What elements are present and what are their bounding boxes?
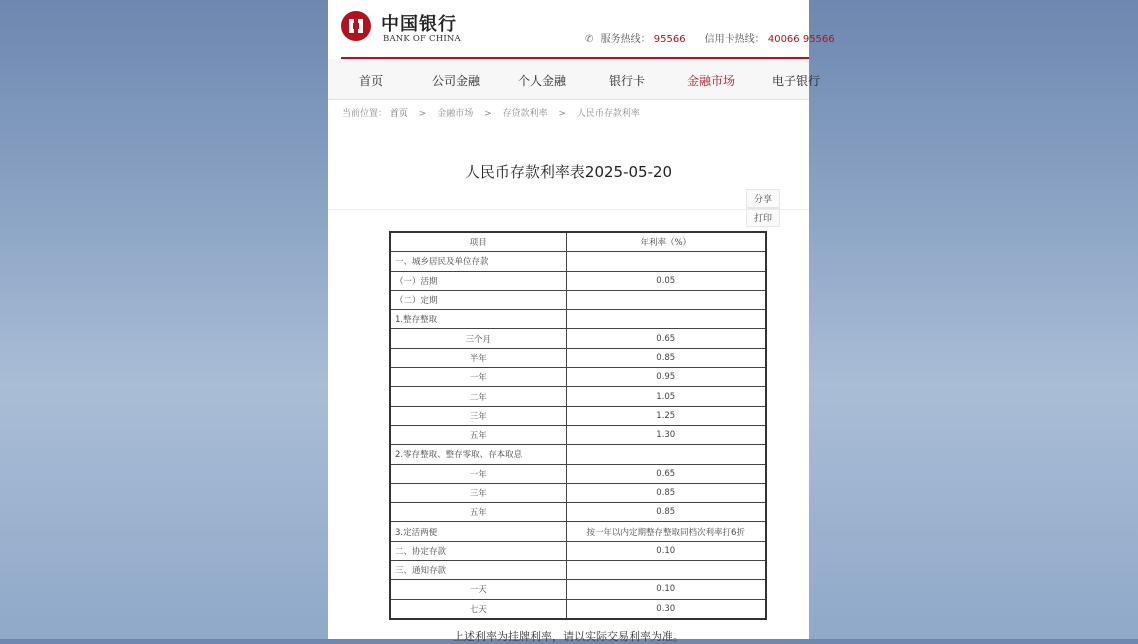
logo-chinese-name[interactable]: 中国银行 (381, 14, 457, 35)
row-item: 五年 (390, 425, 566, 444)
table-row (390, 387, 766, 406)
row-rate: 1.25 (566, 406, 766, 425)
column-header-item: 项目 (390, 232, 566, 252)
column-header-rate: 年利率（%） (566, 232, 766, 252)
row-item: 一年 (390, 368, 566, 387)
table-row (390, 329, 766, 348)
credit-card-hotline-number: 40066 95566 (767, 34, 835, 45)
row-item: 半年 (390, 348, 566, 367)
webpage (328, 0, 835, 643)
chevron-right-icon: > (418, 109, 427, 119)
row-item: （一）活期 (390, 271, 566, 290)
row-item: 一天 (390, 580, 566, 599)
share-button[interactable]: 分享 (746, 189, 780, 208)
row-rate: 1.05 (566, 387, 766, 406)
row-item: 2.零存整取、整存零取、存本取息 (390, 445, 566, 464)
row-item: 1.整存整取 (390, 310, 566, 329)
table-row (390, 580, 766, 599)
deposit-rate-table (389, 231, 767, 620)
nav-item-financial-markets[interactable]: 金融市场 (687, 74, 736, 88)
nav-item-corporate[interactable]: 公司金融 (432, 74, 481, 88)
row-rate: 0.85 (566, 483, 766, 502)
service-hotline-number: 95566 (653, 34, 686, 45)
footer-note: 上述利率为挂牌利率，请以实际交易利率为准。 (453, 630, 684, 643)
row-item: （二）定期 (390, 290, 566, 309)
row-rate (566, 445, 766, 464)
row-rate: 0.30 (566, 599, 766, 619)
table-row (390, 522, 766, 541)
row-rate (566, 252, 766, 271)
table-row (390, 406, 766, 425)
phone-icon: ✆ (585, 34, 594, 45)
nav-item-personal[interactable]: 个人金融 (518, 74, 567, 88)
breadcrumb-item-home[interactable]: 首页 (389, 109, 408, 119)
breadcrumb-item-financial-markets[interactable]: 金融市场 (437, 109, 474, 119)
table-row (390, 368, 766, 387)
print-button[interactable]: 打印 (746, 208, 780, 227)
logo-english-name: BANK OF CHINA (383, 34, 461, 44)
table-row (390, 445, 766, 464)
table-row (390, 252, 766, 271)
table-row (390, 541, 766, 560)
row-rate (566, 561, 766, 580)
row-rate: 0.95 (566, 368, 766, 387)
service-hotline-label: 服务热线： (600, 34, 651, 45)
row-rate: 0.65 (566, 329, 766, 348)
table-header-row (390, 232, 766, 252)
row-item: 七天 (390, 599, 566, 619)
breadcrumb-item-current: 人民币存款利率 (576, 109, 640, 119)
table-row (390, 310, 766, 329)
main-nav (328, 59, 821, 100)
row-rate: 1.30 (566, 425, 766, 444)
row-item: 3.定活两便 (390, 522, 566, 541)
hotline-info (585, 30, 835, 45)
row-item: 一年 (390, 464, 566, 483)
credit-card-hotline-label: 信用卡热线： (704, 34, 765, 45)
table-row (390, 561, 766, 580)
row-rate (566, 310, 766, 329)
table-row (390, 599, 766, 619)
row-rate: 0.85 (566, 348, 766, 367)
nav-item-home[interactable]: 首页 (359, 74, 384, 88)
bank-of-china-logo-icon[interactable] (341, 11, 371, 41)
table-row (390, 483, 766, 502)
table-row (390, 290, 766, 309)
row-item: 五年 (390, 503, 566, 522)
row-rate: 按一年以内定期整存整取同档次利率打6折 (566, 522, 766, 541)
row-item: 三、通知存款 (390, 561, 566, 580)
breadcrumb-prefix: 当前位置： (342, 109, 388, 119)
chevron-right-icon: > (484, 109, 492, 119)
nav-item-cards[interactable]: 银行卡 (609, 74, 646, 88)
nav-item-ebanking[interactable]: 电子银行 (772, 74, 821, 88)
row-rate: 0.05 (566, 271, 766, 290)
table-row (390, 425, 766, 444)
row-item: 一、城乡居民及单位存款 (390, 252, 566, 271)
row-item: 三年 (390, 406, 566, 425)
row-rate: 0.10 (566, 580, 766, 599)
row-item: 二年 (390, 387, 566, 406)
page-title: 人民币存款利率表2025-05-20 (464, 163, 673, 181)
content-divider (328, 209, 809, 210)
row-rate: 0.10 (566, 541, 766, 560)
breadcrumb-item-rates[interactable]: 存贷款利率 (502, 109, 548, 119)
row-item: 二、协定存款 (390, 541, 566, 560)
action-bar (746, 189, 809, 224)
breadcrumb (342, 106, 640, 119)
table-row (390, 271, 766, 290)
row-item: 三年 (390, 483, 566, 502)
row-rate (566, 290, 766, 309)
row-item: 三个月 (390, 329, 566, 348)
chevron-right-icon: > (558, 109, 566, 119)
table-row (390, 503, 766, 522)
table-row (390, 348, 766, 367)
row-rate: 0.65 (566, 464, 766, 483)
row-rate: 0.85 (566, 503, 766, 522)
table-row (390, 464, 766, 483)
